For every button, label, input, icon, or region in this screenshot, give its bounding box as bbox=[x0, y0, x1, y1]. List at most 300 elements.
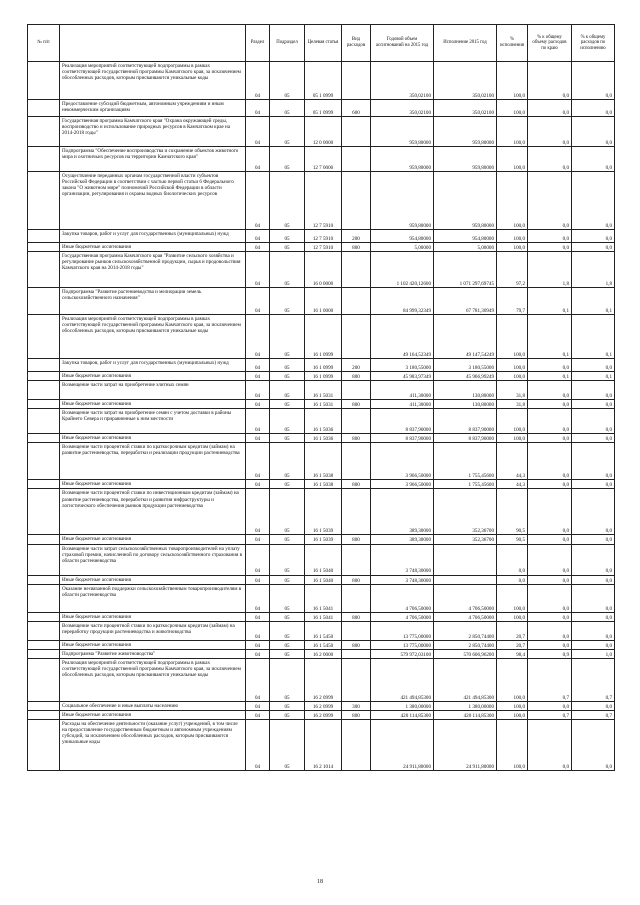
share-exec-cell: 0,0 bbox=[572, 172, 615, 230]
num-cell bbox=[28, 172, 60, 230]
section-cell: 04 bbox=[246, 172, 270, 230]
target-cell: 16 1 5041 bbox=[305, 612, 342, 621]
executed-cell: 45 966,99249 bbox=[434, 372, 497, 381]
share-exec-cell: 0,0 bbox=[572, 701, 615, 710]
section-cell: 04 bbox=[246, 288, 270, 315]
pct-cell: 90,5 bbox=[497, 489, 528, 535]
table-row bbox=[28, 172, 615, 230]
table-row bbox=[28, 434, 615, 443]
pct-cell: 100,0 bbox=[497, 434, 528, 443]
executed-cell bbox=[434, 575, 497, 584]
name-cell: Иные бюджетные ассигнования bbox=[60, 640, 246, 649]
pct-cell: 0,0 bbox=[497, 544, 528, 575]
budget-table bbox=[27, 24, 615, 771]
annual-cell: 350,02100 bbox=[371, 62, 434, 100]
subsection-cell: 05 bbox=[270, 252, 305, 288]
annual-cell: 13 775,00000 bbox=[371, 640, 434, 649]
name-cell: Государственная программа Камчатского края "Охрана окружающей среды, воспроизводство и использование природных ресурсов в Камчатском крае на 2014-2018 годы" bbox=[60, 117, 246, 147]
expense-kind-cell bbox=[342, 649, 371, 658]
section-cell: 04 bbox=[246, 243, 270, 252]
executed-cell: 5,00000 bbox=[434, 243, 497, 252]
num-cell bbox=[28, 288, 60, 315]
share-exec-cell: 0,0 bbox=[572, 100, 615, 117]
table-row bbox=[28, 315, 615, 359]
expense-kind-cell bbox=[342, 117, 371, 147]
share-exec-cell: 0,1 bbox=[572, 315, 615, 359]
expense-kind-cell bbox=[342, 147, 371, 172]
pct-cell: 100,0 bbox=[497, 701, 528, 710]
pct-cell: 31,8 bbox=[497, 381, 528, 400]
executed-cell: 350,02100 bbox=[434, 100, 497, 117]
table-row bbox=[28, 621, 615, 640]
num-cell bbox=[28, 649, 60, 658]
subsection-cell: 05 bbox=[270, 701, 305, 710]
share-total-cell: 0,0 bbox=[528, 62, 572, 100]
annual-cell: 411,30000 bbox=[371, 381, 434, 400]
target-cell: 12 7 5910 bbox=[305, 243, 342, 252]
pct-cell: 31,8 bbox=[497, 400, 528, 409]
annual-cell: 954,80000 bbox=[371, 230, 434, 243]
table-row bbox=[28, 584, 615, 612]
section-cell: 04 bbox=[246, 252, 270, 288]
executed-cell: 24 911,80000 bbox=[434, 720, 497, 771]
expense-kind-cell bbox=[342, 288, 371, 315]
table-row bbox=[28, 117, 615, 147]
section-cell: 04 bbox=[246, 489, 270, 535]
name-cell: Иные бюджетные ассигнования bbox=[60, 434, 246, 443]
share-total-cell: 0,0 bbox=[528, 544, 572, 575]
target-cell: 16 1 5039 bbox=[305, 489, 342, 535]
expense-kind-cell: 300 bbox=[342, 701, 371, 710]
table-body bbox=[28, 62, 615, 771]
table-row bbox=[28, 359, 615, 372]
annual-cell: 959,80000 bbox=[371, 147, 434, 172]
target-cell: 16 1 5041 bbox=[305, 584, 342, 612]
target-cell: 12 7 5910 bbox=[305, 172, 342, 230]
target-cell: 16 1 5036 bbox=[305, 409, 342, 434]
pct-cell: 100,0 bbox=[497, 147, 528, 172]
num-cell bbox=[28, 100, 60, 117]
target-cell: 16 1 5039 bbox=[305, 535, 342, 544]
target-cell: 16 1 5040 bbox=[305, 544, 342, 575]
subsection-cell: 05 bbox=[270, 434, 305, 443]
subsection-cell: 05 bbox=[270, 720, 305, 771]
num-cell bbox=[28, 480, 60, 489]
section-cell: 04 bbox=[246, 434, 270, 443]
col-target-header: Целевая статья bbox=[305, 25, 342, 62]
annual-cell: 8 837,90000 bbox=[371, 434, 434, 443]
table-row bbox=[28, 612, 615, 621]
pct-cell: 100,0 bbox=[497, 359, 528, 372]
pct-cell: 100,0 bbox=[497, 117, 528, 147]
expense-kind-cell bbox=[342, 172, 371, 230]
annual-cell: 420 114,85300 bbox=[371, 711, 434, 720]
name-cell: Реализация мероприятий соответствующей подпрограммы в рамках соответствующей государственной программы Камчатского края, за исключением обособленных расходов, которым присваиваются уникальные коды bbox=[60, 62, 246, 100]
subsection-cell: 05 bbox=[270, 535, 305, 544]
section-cell: 04 bbox=[246, 400, 270, 409]
share-exec-cell: 0,1 bbox=[572, 288, 615, 315]
name-cell: Осуществление переданных органам государственной власти субъектов Российской Федерации в соответствии с частью первой статьи 6 Федерального закона "О животном мире" полномочий Российской Федерации в области организации, регулирования и охраны водных биологических ресурсов bbox=[60, 172, 246, 230]
expense-kind-cell: 800 bbox=[342, 711, 371, 720]
expense-kind-cell bbox=[342, 252, 371, 288]
executed-cell: 4 706,50000 bbox=[434, 584, 497, 612]
section-cell: 04 bbox=[246, 535, 270, 544]
subsection-cell: 05 bbox=[270, 612, 305, 621]
annual-cell: 5,00000 bbox=[371, 243, 434, 252]
section-cell: 04 bbox=[246, 147, 270, 172]
annual-cell: 49 164,52349 bbox=[371, 315, 434, 359]
col-subsection-header: Подраздел bbox=[270, 25, 305, 62]
executed-cell: 954,80000 bbox=[434, 230, 497, 243]
target-cell: 05 1 0999 bbox=[305, 62, 342, 100]
share-total-cell: 0,0 bbox=[528, 489, 572, 535]
target-cell: 16 1 5031 bbox=[305, 400, 342, 409]
expense-kind-cell bbox=[342, 381, 371, 400]
share-total-cell: 0,9 bbox=[528, 649, 572, 658]
executed-cell: 3 180,55000 bbox=[434, 359, 497, 372]
executed-cell: 2 850,74400 bbox=[434, 640, 497, 649]
num-cell bbox=[28, 612, 60, 621]
executed-cell: 1 755,45600 bbox=[434, 443, 497, 480]
subsection-cell: 05 bbox=[270, 315, 305, 359]
expense-kind-cell bbox=[342, 489, 371, 535]
executed-cell: 352,36700 bbox=[434, 535, 497, 544]
share-exec-cell: 0,0 bbox=[572, 230, 615, 243]
name-cell: Закупка товаров, работ и услуг для государственных (муниципальных) нужд bbox=[60, 230, 246, 243]
table-row bbox=[28, 575, 615, 584]
table-row bbox=[28, 720, 615, 771]
share-total-cell: 0,0 bbox=[528, 535, 572, 544]
col-name-header bbox=[60, 25, 246, 62]
share-total-cell: 0,7 bbox=[528, 711, 572, 720]
expense-kind-cell: 800 bbox=[342, 480, 371, 489]
name-cell: Иные бюджетные ассигнования bbox=[60, 612, 246, 621]
share-exec-cell: 0,0 bbox=[572, 575, 615, 584]
pct-cell: 100,0 bbox=[497, 230, 528, 243]
name-cell: Социальное обеспечение и иные выплаты населению bbox=[60, 701, 246, 710]
num-cell bbox=[28, 252, 60, 288]
table-row bbox=[28, 252, 615, 288]
num-cell bbox=[28, 409, 60, 434]
subsection-cell: 05 bbox=[270, 621, 305, 640]
annual-cell: 45 983,97349 bbox=[371, 372, 434, 381]
share-total-cell: 0,0 bbox=[528, 640, 572, 649]
expense-kind-cell: 800 bbox=[342, 640, 371, 649]
pct-cell: 44,3 bbox=[497, 443, 528, 480]
annual-cell: 421 494,85300 bbox=[371, 658, 434, 701]
expense-kind-cell: 800 bbox=[342, 400, 371, 409]
num-cell bbox=[28, 701, 60, 710]
section-cell: 04 bbox=[246, 409, 270, 434]
share-total-cell: 0,0 bbox=[528, 147, 572, 172]
name-cell: Иные бюджетные ассигнования bbox=[60, 372, 246, 381]
executed-cell bbox=[434, 544, 497, 575]
name-cell: Возмещение части процентной ставки по краткосрочным кредитам (займам) на развитие растениеводства, переработки и реализации продукции растениеводства bbox=[60, 443, 246, 480]
num-cell bbox=[28, 575, 60, 584]
executed-cell: 130,80000 bbox=[434, 381, 497, 400]
num-cell bbox=[28, 544, 60, 575]
annual-cell: 84 999,32349 bbox=[371, 288, 434, 315]
executed-cell: 959,80000 bbox=[434, 147, 497, 172]
section-cell: 04 bbox=[246, 711, 270, 720]
section-cell: 04 bbox=[246, 117, 270, 147]
pct-cell: 100,0 bbox=[497, 584, 528, 612]
num-cell bbox=[28, 535, 60, 544]
share-total-cell: 1,8 bbox=[528, 252, 572, 288]
share-total-cell: 0,0 bbox=[528, 720, 572, 771]
share-total-cell: 0,0 bbox=[528, 100, 572, 117]
section-cell: 04 bbox=[246, 359, 270, 372]
executed-cell: 2 850,74400 bbox=[434, 621, 497, 640]
num-cell bbox=[28, 230, 60, 243]
subsection-cell: 05 bbox=[270, 711, 305, 720]
expense-kind-cell: 800 bbox=[342, 575, 371, 584]
share-exec-cell: 0,0 bbox=[572, 409, 615, 434]
name-cell: Возмещение части процентной ставки по краткосрочным кредитам (займам) на переработку продукции растениеводства и животноводства bbox=[60, 621, 246, 640]
share-exec-cell: 1,8 bbox=[572, 252, 615, 288]
share-total-cell: 0,1 bbox=[528, 372, 572, 381]
table-row bbox=[28, 400, 615, 409]
pct-cell: 0,0 bbox=[497, 575, 528, 584]
num-cell bbox=[28, 62, 60, 100]
expense-kind-cell bbox=[342, 443, 371, 480]
col-pct-header: % исполнения bbox=[497, 25, 528, 62]
col-section-header: Раздел bbox=[246, 25, 270, 62]
name-cell: Возмещение части затрат сельскохозяйственных товаропроизводителей на уплату страховой премии, начисленной по договору сельскохозяйственного страхования в области растениеводства bbox=[60, 544, 246, 575]
subsection-cell: 05 bbox=[270, 544, 305, 575]
table-row bbox=[28, 381, 615, 400]
expense-kind-cell bbox=[342, 621, 371, 640]
section-cell: 04 bbox=[246, 100, 270, 117]
num-cell bbox=[28, 243, 60, 252]
subsection-cell: 05 bbox=[270, 400, 305, 409]
table-row bbox=[28, 62, 615, 100]
target-cell: 16 1 5036 bbox=[305, 434, 342, 443]
subsection-cell: 05 bbox=[270, 100, 305, 117]
subsection-cell: 05 bbox=[270, 243, 305, 252]
subsection-cell: 05 bbox=[270, 381, 305, 400]
annual-cell: 350,02100 bbox=[371, 100, 434, 117]
share-exec-cell: 0,1 bbox=[572, 372, 615, 381]
expense-kind-cell: 600 bbox=[342, 100, 371, 117]
executed-cell: 67 781,30949 bbox=[434, 288, 497, 315]
expense-kind-cell: 800 bbox=[342, 372, 371, 381]
share-exec-cell: 0,0 bbox=[572, 62, 615, 100]
num-cell bbox=[28, 584, 60, 612]
name-cell: Иные бюджетные ассигнования bbox=[60, 480, 246, 489]
name-cell: Предоставление субсидий бюджетным, автономным учреждениям и иным некоммерческим организациям bbox=[60, 100, 246, 117]
expense-kind-cell bbox=[342, 62, 371, 100]
annual-cell: 1 102 420,12600 bbox=[371, 252, 434, 288]
name-cell: Подпрограмма "Обеспечение воспроизводства и сохранение объектов животного мира и охотничьих ресурсов на территории Камчатского края" bbox=[60, 147, 246, 172]
name-cell: Подпрограмма "Развитие растениеводства и мелиорации земель сельскохозяйственного назначения" bbox=[60, 288, 246, 315]
pct-cell: 100,0 bbox=[497, 172, 528, 230]
share-exec-cell: 0,0 bbox=[572, 480, 615, 489]
target-cell: 16 1 5450 bbox=[305, 621, 342, 640]
subsection-cell: 05 bbox=[270, 62, 305, 100]
share-total-cell: 0,7 bbox=[528, 658, 572, 701]
section-cell: 04 bbox=[246, 575, 270, 584]
num-cell bbox=[28, 658, 60, 701]
pct-cell: 100,0 bbox=[497, 315, 528, 359]
target-cell: 16 2 0999 bbox=[305, 658, 342, 701]
col-share-total-header: % к общему объему расходов по краю bbox=[528, 25, 572, 62]
pct-cell: 100,0 bbox=[497, 711, 528, 720]
table-row bbox=[28, 480, 615, 489]
expense-kind-cell bbox=[342, 584, 371, 612]
share-total-cell: 0,1 bbox=[528, 315, 572, 359]
pct-cell: 100,0 bbox=[497, 720, 528, 771]
share-total-cell: 0,0 bbox=[528, 409, 572, 434]
share-exec-cell: 0,0 bbox=[572, 147, 615, 172]
table-row bbox=[28, 701, 615, 710]
target-cell: 16 2 0999 bbox=[305, 701, 342, 710]
table-row bbox=[28, 640, 615, 649]
target-cell: 16 1 0999 bbox=[305, 315, 342, 359]
share-total-cell: 0,0 bbox=[528, 359, 572, 372]
share-exec-cell: 1,0 bbox=[572, 649, 615, 658]
target-cell: 16 1 0999 bbox=[305, 359, 342, 372]
section-cell: 04 bbox=[246, 544, 270, 575]
pct-cell: 100,0 bbox=[497, 612, 528, 621]
pct-cell: 100,0 bbox=[497, 243, 528, 252]
subsection-cell: 05 bbox=[270, 359, 305, 372]
share-exec-cell: 0,0 bbox=[572, 443, 615, 480]
annual-cell: 4 706,50000 bbox=[371, 612, 434, 621]
annual-cell: 3 966,50000 bbox=[371, 480, 434, 489]
executed-cell: 4 706,50000 bbox=[434, 612, 497, 621]
section-cell: 04 bbox=[246, 443, 270, 480]
pct-cell: 44,3 bbox=[497, 480, 528, 489]
share-total-cell: 0,0 bbox=[528, 381, 572, 400]
expense-kind-cell: 800 bbox=[342, 434, 371, 443]
annual-cell: 389,30000 bbox=[371, 489, 434, 535]
pct-cell: 100,0 bbox=[497, 372, 528, 381]
num-cell bbox=[28, 443, 60, 480]
section-cell: 04 bbox=[246, 381, 270, 400]
num-cell bbox=[28, 640, 60, 649]
subsection-cell: 05 bbox=[270, 480, 305, 489]
executed-cell: 420 114,85300 bbox=[434, 711, 497, 720]
table-row bbox=[28, 230, 615, 243]
target-cell: 16 2 0999 bbox=[305, 711, 342, 720]
target-cell: 05 1 0999 bbox=[305, 100, 342, 117]
name-cell: Реализация мероприятий соответствующей подпрограммы в рамках соответствующей государственной программы Камчатского края, за исключением обособленных расходов, которым присваиваются уникальные коды bbox=[60, 315, 246, 359]
share-exec-cell: 0,0 bbox=[572, 612, 615, 621]
expense-kind-cell: 200 bbox=[342, 359, 371, 372]
section-cell: 04 bbox=[246, 658, 270, 701]
table-row bbox=[28, 147, 615, 172]
annual-cell: 24 911,80000 bbox=[371, 720, 434, 771]
annual-cell: 959,80000 bbox=[371, 117, 434, 147]
header-row bbox=[28, 25, 615, 62]
executed-cell: 350,02100 bbox=[434, 62, 497, 100]
share-exec-cell: 0,0 bbox=[572, 243, 615, 252]
name-cell: Иные бюджетные ассигнования bbox=[60, 575, 246, 584]
share-total-cell: 0,0 bbox=[528, 230, 572, 243]
subsection-cell: 05 bbox=[270, 640, 305, 649]
annual-cell: 3 748,30000 bbox=[371, 544, 434, 575]
share-total-cell: 0,0 bbox=[528, 584, 572, 612]
name-cell: Оказание несвязанной поддержки сельскохозяйственным товаропроизводителям в области растениеводства bbox=[60, 584, 246, 612]
col-annual-header: Годовой объем ассигнований на 2015 год bbox=[371, 25, 434, 62]
target-cell: 16 1 5450 bbox=[305, 640, 342, 649]
subsection-cell: 05 bbox=[270, 288, 305, 315]
subsection-cell: 05 bbox=[270, 658, 305, 701]
name-cell: Реализация мероприятий соответствующей подпрограммы в рамках соответствующей государственной программы Камчатского края, за исключением обособленных расходов, которым присваиваются уникальные коды bbox=[60, 658, 246, 701]
pct-cell: 79,7 bbox=[497, 288, 528, 315]
table-row bbox=[28, 711, 615, 720]
pct-cell: 97,2 bbox=[497, 252, 528, 288]
executed-cell: 570 606,96200 bbox=[434, 649, 497, 658]
table-row bbox=[28, 243, 615, 252]
target-cell: 16 2 0000 bbox=[305, 649, 342, 658]
num-cell bbox=[28, 711, 60, 720]
target-cell: 16 1 5038 bbox=[305, 443, 342, 480]
expense-kind-cell bbox=[342, 658, 371, 701]
table-row bbox=[28, 658, 615, 701]
expense-kind-cell bbox=[342, 409, 371, 434]
executed-cell: 8 837,90000 bbox=[434, 434, 497, 443]
annual-cell: 4 706,50000 bbox=[371, 584, 434, 612]
table-row bbox=[28, 443, 615, 480]
share-exec-cell: 0,0 bbox=[572, 117, 615, 147]
share-total-cell: 0,1 bbox=[528, 288, 572, 315]
share-exec-cell: 0,0 bbox=[572, 535, 615, 544]
expense-kind-cell: 800 bbox=[342, 612, 371, 621]
col-executed-header: Исполнение 2015 год bbox=[434, 25, 497, 62]
num-cell bbox=[28, 315, 60, 359]
pct-cell: 98,4 bbox=[497, 649, 528, 658]
num-cell bbox=[28, 720, 60, 771]
num-cell bbox=[28, 359, 60, 372]
target-cell: 16 1 5031 bbox=[305, 381, 342, 400]
share-total-cell: 0,0 bbox=[528, 400, 572, 409]
pct-cell: 100,0 bbox=[497, 658, 528, 701]
section-cell: 04 bbox=[246, 640, 270, 649]
section-cell: 04 bbox=[246, 584, 270, 612]
executed-cell: 959,80000 bbox=[434, 117, 497, 147]
annual-cell: 959,80000 bbox=[371, 172, 434, 230]
page-number: 18 bbox=[317, 879, 323, 885]
subsection-cell: 05 bbox=[270, 230, 305, 243]
table-row bbox=[28, 100, 615, 117]
target-cell: 12 7 0000 bbox=[305, 147, 342, 172]
share-exec-cell: 0,0 bbox=[572, 544, 615, 575]
num-cell bbox=[28, 117, 60, 147]
share-exec-cell: 0,0 bbox=[572, 434, 615, 443]
share-exec-cell: 0,0 bbox=[572, 359, 615, 372]
name-cell: Иные бюджетные ассигнования bbox=[60, 243, 246, 252]
section-cell: 04 bbox=[246, 230, 270, 243]
name-cell: Возмещение части затрат на приобретение семян с учетом доставки в районы Крайнего Севера и приравненные к ним местности bbox=[60, 409, 246, 434]
annual-cell: 3 748,30000 bbox=[371, 575, 434, 584]
name-cell: Расходы на обеспечение деятельности (оказание услуг) учреждений, в том числе на предоставление государственным бюджетным и автономным учреждениям субсидий, за исключением обособленных расходов, которым присваиваются уникальные коды bbox=[60, 720, 246, 771]
num-cell bbox=[28, 621, 60, 640]
target-cell: 16 1 0000 bbox=[305, 288, 342, 315]
executed-cell: 959,80000 bbox=[434, 172, 497, 230]
num-cell bbox=[28, 400, 60, 409]
share-exec-cell: 0,0 bbox=[572, 381, 615, 400]
share-total-cell: 0,0 bbox=[528, 434, 572, 443]
annual-cell: 13 775,00000 bbox=[371, 621, 434, 640]
expense-kind-cell: 800 bbox=[342, 535, 371, 544]
name-cell: Государственная программа Камчатского края "Развитие сельского хозяйства и регулирование рынков сельскохозяйственной продукции, сырья и продовольствия Камчатского края на 2014-2018 годы" bbox=[60, 252, 246, 288]
num-cell bbox=[28, 372, 60, 381]
annual-cell: 389,30000 bbox=[371, 535, 434, 544]
table-row bbox=[28, 535, 615, 544]
target-cell: 12 7 5910 bbox=[305, 230, 342, 243]
